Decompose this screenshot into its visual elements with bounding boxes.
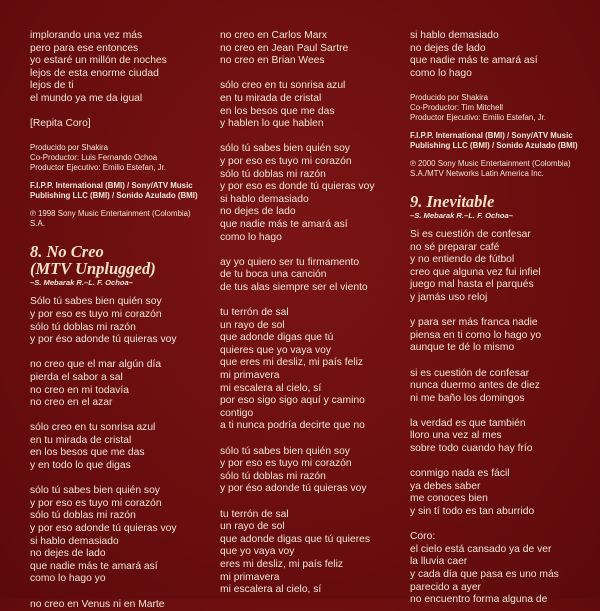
lyric-line: ay yo quiero ser tu firmamento [220, 256, 360, 268]
lyric-line: no creo en Carlos Marx [220, 30, 328, 41]
lyric-line: y hablen lo que hablen [220, 118, 324, 130]
lyric-line: que adonde digas que tú quieres [220, 533, 370, 545]
lyric-line: si hablo demasiado [30, 535, 119, 547]
lyric-line: que eres mi desliz, mi país feliz [220, 357, 364, 369]
chorus [410, 531, 590, 607]
verse [410, 229, 590, 305]
verse [410, 368, 590, 406]
lyric-line: como lo hago [220, 231, 282, 243]
songwriters: –S. Mebarak R.–L. F. Ochoa– [30, 278, 133, 288]
credit-line: Productor Ejecutivo: Emilio Estefan, Jr. [30, 163, 166, 173]
verse [410, 30, 590, 80]
lyric-line: pero para ese entonces [30, 42, 139, 54]
lyric-line: por eso sigo sigo aquí y camino [220, 395, 365, 407]
publishing-line: F.I.P.P. International (BMI) / Sony/ATV Music [30, 181, 193, 191]
lyric-line: y sin tí todo es tan aburrido [410, 506, 535, 518]
lyric-line: sólo tú doblas mi razón [220, 168, 326, 180]
lyric-line: Sólo tú sabes bien quién soy [30, 296, 162, 308]
lyric-line: que nadie más te amará así [410, 55, 538, 67]
lyric-line: me conoces bien [410, 493, 488, 505]
verse [220, 446, 395, 496]
lyric-line: sólo creo en tu sonrisa azul [220, 80, 346, 92]
lyric-line: yo estaré un millón de noches [30, 55, 167, 67]
lyric-line: mi primavera [220, 370, 280, 382]
lyric-line: no dejes de lado [30, 548, 106, 560]
lyric-line: no dejes de lado [220, 206, 296, 218]
lyric-line: y por eso es tuyo mi corazón [30, 308, 162, 320]
lyric-line: y por eso es donde tú quieras voy [220, 181, 375, 193]
lyric-line: ya debes saber [410, 480, 481, 492]
verse [30, 296, 205, 346]
lyric-line: la lluvia caer [410, 556, 468, 568]
copyright-line: S.A./MTV Networks Latin America Inc. [410, 168, 544, 178]
lyric-line: de tu boca una canción [220, 269, 327, 281]
lyric-line: y cada día que pasa es uno más [410, 569, 559, 580]
lyric-line: lejos de esta enorme ciudad [30, 67, 159, 79]
lyric-line: creo que alguna vez fui infiel [410, 266, 541, 278]
lyric-line: Si es cuestión de confesar [410, 228, 531, 240]
lyric-line: mi escalera al cielo, sí [220, 382, 322, 394]
lyric-line: y para ser más franca nadie [410, 317, 538, 329]
verse [410, 418, 590, 456]
lyric-line: el mundo ya me da igual [30, 92, 143, 104]
verse [410, 468, 590, 518]
lyric-line: tu terrón de sal [220, 307, 289, 319]
lyric-line: si es cuestión de confesar [410, 367, 530, 379]
songwriters: –S. Mebarak R.–L. F. Ochoa– [410, 210, 513, 220]
lyric-line: no dejes de lado [410, 42, 486, 54]
copyright-line: ℗ 1998 Sony Music Entertainment (Colombia) [30, 209, 191, 219]
lyric-line: y por eso es tuyo mi corazón [220, 155, 352, 167]
lyric-line: sólo tú doblas mi razón [220, 470, 326, 482]
verse [30, 30, 205, 106]
verse [220, 307, 395, 433]
lyric-line: de tus alas siempre ser el viento [220, 281, 368, 293]
song-title: 9. Inevitable [410, 191, 495, 211]
lyric-line: sólo tú sabes bien quién soy [30, 485, 160, 497]
lyric-line: sólo tú sabes bien quién soy [220, 445, 350, 457]
publishing-info [30, 181, 205, 201]
copyright-line: ℗ 2000 Sony Music Entertainment (Colombia) [410, 158, 571, 168]
production-credits [410, 93, 590, 123]
verse [220, 509, 395, 597]
copyright-line: S.A. [30, 219, 45, 229]
lyric-line: en tu mirada de cristal [30, 434, 132, 446]
lyric-line: en los besos que me das [30, 447, 145, 459]
lyric-line: implorando una vez más [30, 30, 143, 41]
lyrics-column-3 [410, 30, 590, 607]
lyric-line: sólo tú doblas mi razón [30, 321, 136, 333]
lyric-line: lejos de ti [30, 80, 74, 92]
publishing-line: Publishing LLC (BMI) / Sonido Azulado (BMI) [410, 140, 578, 150]
lyric-line: como lo hago yo [30, 573, 106, 585]
lyric-line: contigo [220, 407, 254, 419]
lyric-line: a ti nunca podría decirte que no [220, 420, 365, 432]
publishing-info [410, 131, 590, 151]
publishing-line: F.I.P.P. International (BMI) / Sony/ATV Music [410, 130, 573, 140]
lyric-line: no creo en mi todavía [30, 384, 130, 396]
copyright-notice [30, 209, 205, 229]
lyric-line: y por éso adonde tú quieras voy [220, 483, 367, 495]
verse [30, 359, 205, 409]
lyrics-column-2 [220, 30, 395, 597]
lyric-line: y jamás uso reloj [410, 291, 488, 303]
lyrics-column-1 [30, 30, 205, 611]
lyric-line: aunque te dé lo mismo [410, 342, 515, 354]
lyric-line: no creo en Brian Wees [220, 55, 325, 67]
lyric-line: eres mi desliz, mi país feliz [220, 558, 344, 570]
lyric-line: nunca duermo antes de diez [410, 380, 540, 392]
lyric-line: no encuentro forma alguna de [410, 594, 548, 606]
song-title: 8. No Creo [30, 242, 104, 262]
credit-line: Productor Ejecutivo: Emilio Estefan, Jr. [410, 112, 546, 122]
copyright-notice [410, 159, 590, 179]
lyric-line: juego mal hasta el parqués [410, 279, 534, 291]
lyric-line: en los besos que me das [220, 105, 335, 117]
lyric-line: un rayo de sol [220, 521, 285, 533]
lyric-line: si hablo demasiado [410, 30, 499, 41]
lyric-line: la verdad es que también [410, 417, 526, 429]
lyric-line: sólo tú doblas mi razón [30, 510, 136, 522]
lyric-line: y en todo lo que digas [30, 460, 131, 472]
lyric-line: y por éso adonde tú quieras voy [30, 334, 177, 346]
lyric-line: no creo en Venus ni en Marte [30, 598, 165, 610]
lyric-line: que nadie más te amará así [220, 218, 348, 230]
verse [220, 80, 395, 130]
lyric-line: no creo en el azar [30, 397, 113, 409]
verse [220, 30, 395, 68]
lyric-line: no creo que el mar algún día [30, 359, 162, 371]
lyric-line: piensa en ti como lo hago yo [410, 329, 542, 341]
credit-line: Producido por Shakira [30, 143, 109, 153]
credit-line: Co-Productor: Tim Mitchell [410, 102, 503, 112]
lyric-line: lloro una vez al mes [410, 430, 502, 442]
lyric-line: y no entiendo de fútbol [410, 254, 515, 266]
lyric-line: que nadie más te amará así [30, 560, 158, 572]
lyric-line: mi escalera al cielo, sí [220, 584, 322, 596]
lyric-line: y por eso es tuyo mi corazón [220, 458, 352, 470]
lyric-line: conmigo nada es fácil [410, 468, 510, 480]
verse [220, 257, 395, 295]
lyric-line: el cielo está cansado ya de ver [410, 543, 552, 555]
verse [30, 422, 205, 472]
repeat-chorus-note: [Repita Coro] [30, 118, 91, 130]
lyric-line: como lo hago [410, 67, 472, 79]
credit-line: Co-Productor: Luis Fernando Ochoa [30, 153, 158, 163]
verse [30, 485, 205, 586]
lyric-line: no sé preparar café [410, 241, 500, 253]
lyric-line: sólo tú sabes bien quién soy [220, 143, 350, 155]
lyric-line: sólo creo en tu sonrisa azul [30, 422, 156, 434]
lyric-line: tu terrón de sal [220, 508, 289, 520]
verse [410, 317, 590, 355]
lyric-line: quieres que yo vaya voy [220, 344, 332, 356]
lyric-line: sobre todo cuando hay frío [410, 443, 533, 455]
credit-line: Producido por Shakira [410, 92, 489, 102]
lyric-line: un rayo de sol [220, 319, 285, 331]
lyric-line: pierda el sabor a sal [30, 371, 123, 383]
production-credits [30, 143, 205, 173]
lyric-line: que yo vaya voy [220, 546, 295, 558]
lyric-line: que adonde digas que tú [220, 332, 334, 344]
verse [220, 143, 395, 244]
lyric-line: en tu mirada de cristal [220, 92, 322, 104]
song-subtitle: (MTV Unplugged) [30, 259, 156, 279]
lyric-line: ni me baño los domingos [410, 392, 525, 404]
lyric-line: y por eso es tuyo mi corazón [30, 497, 162, 509]
lyric-line: parecido a ayer [410, 581, 481, 593]
lyric-line: Coro: [410, 531, 436, 543]
lyric-line: mi primavera [220, 571, 280, 583]
lyric-line: y por eso adonde tú quieras voy [30, 523, 177, 535]
lyric-line: si hablo demasiado [220, 193, 309, 205]
lyric-line: no creo en Jean Paul Sartre [220, 42, 349, 54]
publishing-line: Publishing LLC (BMI) / Sonido Azulado (BMI) [30, 191, 198, 201]
